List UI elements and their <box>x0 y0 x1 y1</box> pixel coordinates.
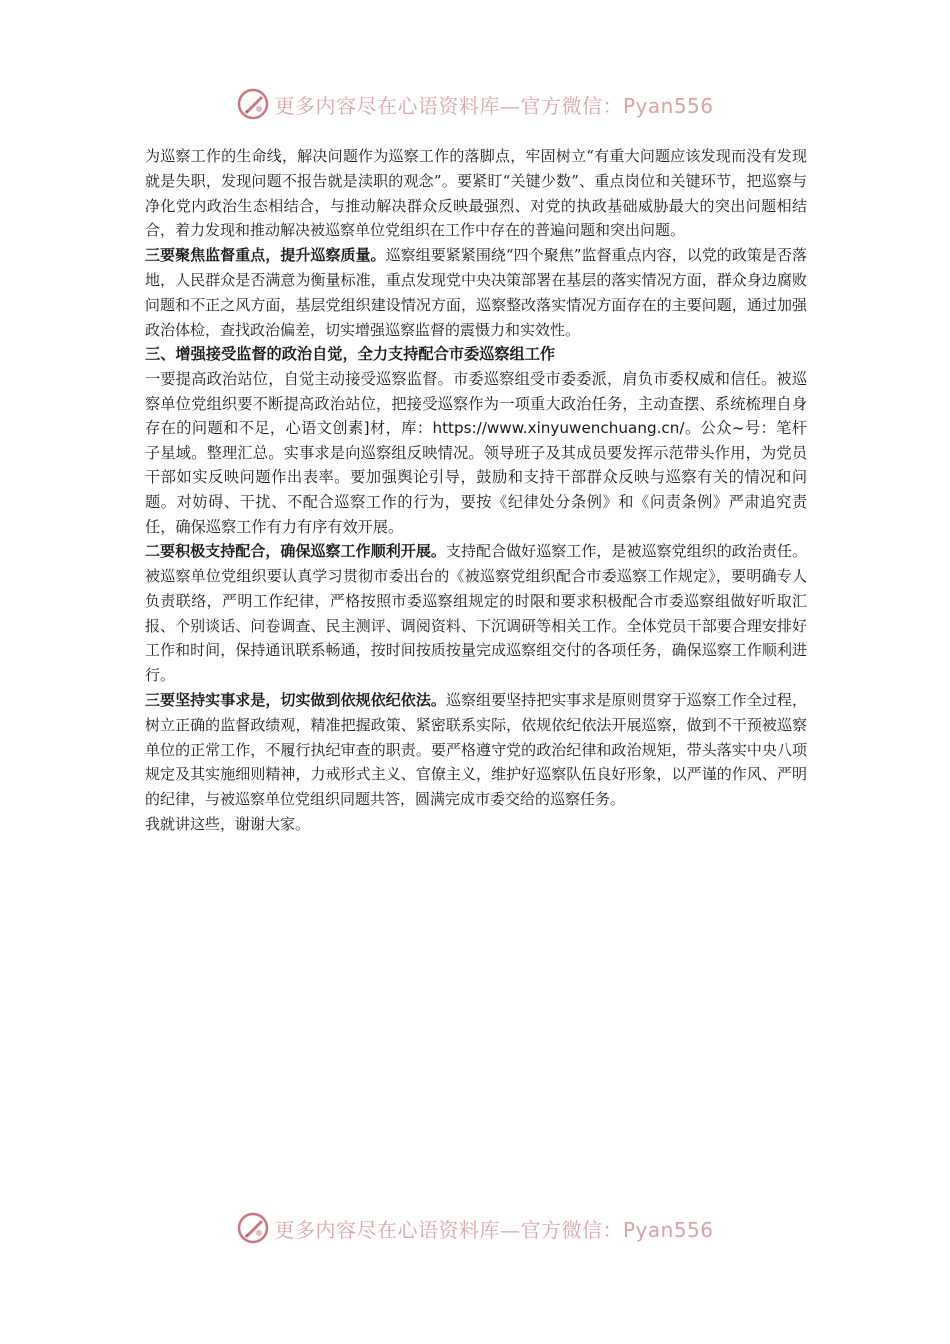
section-3-heading: 三、增强接受监督的政治自觉，全力支持配合市委巡察组工作 <box>145 345 556 364</box>
watermark-header <box>0 84 950 124</box>
paragraph-5-heading: 三要坚持实事求是，切实做到依规依纪依法。 <box>145 690 446 709</box>
paragraph-1: 为巡察工作的生命线，解决问题作为巡察工作的落脚点，牢固树立“有重大问题应该发现而没有发现就是失职，发现问题不报告就是渎职的观念”。要紧盯“关键少数”、重点岗位和关键环节，把巡察与净化党内政治生态相结合，与推动解决群众反映最强烈、对党的执政基础威胁最大的突出问题相结合，着力发现和推动解决被巡察单位党组织在工作中存在的普遍问题和突出问题。 <box>145 147 807 240</box>
paragraph-4-body: 支持配合做好巡察工作，是被巡察党组织的政治责任。被巡察单位党组织要认真学习贯彻市委出台的《被巡察党组织配合市委巡察工作规定》，要明确专人负责联络，严明工作纪律，严格按照市委巡察组规定的时限和要求积极配合市委巡察组做好听取汇报、个别谈话、问卷调查、民主测评、调阅资料、下沉调研等相关工作。全体党员干部要合理安排好工作和时间，保持通讯联系畅通，按时间按质按量完成巡察组交付的各项任务，确保巡察工作顺利进行。 <box>145 542 807 685</box>
quill-logo-icon <box>236 87 270 121</box>
paragraph-4-heading: 二要积极支持配合，确保巡察工作顺利开展。 <box>145 542 446 561</box>
paragraph-2-body: 巡察组要紧紧围绕“四个聚焦”监督重点内容，以党的政策是否落地，人民群众是否满意为衡量标准，重点发现党中央决策部署在基层的落实情况方面，群众身边腐败问题和不正之风方面，基层党组织建设情况方面，巡察整改落实情况方面存在的主要问题，通过加强政治体检，查找政治偏差，切实增强巡察监督的震慑力和实效性。 <box>145 246 807 339</box>
watermark-footer <box>0 1208 950 1248</box>
paragraph-3: 一要提高政治站位，自觉主动接受巡察监督。市委巡察组受市委委派，肩负市委权威和信任。被巡察单位党组织要不断提高政治站位，把接受巡察作为一项重大政治任务，主动查摆、系统梳理自身存在的问题和不足，心语文创素]材，库：https://www.xinyuwenchuang.cn/。公众~号：笔杆子星域。整理汇总。实事求是向巡察组反映情况。领导班子及其成员要发挥示范带头作用，为党员干部如实反映问题作出表率。要加强舆论引导，鼓励和支持干部群众反映与巡察有关的情况和问题。对妨碍、干扰、不配合巡察工作的行为，要按《纪律处分条例》和《问责条例》严肃追究责任，确保巡察工作有力有序有效开展。 <box>145 369 807 536</box>
paragraph-4 <box>145 539 807 688</box>
closing-remark: 我就讲这些，谢谢大家。 <box>145 814 311 833</box>
quill-logo-icon <box>236 1211 270 1245</box>
watermark-text: 更多内容尽在心语资料库—官方微信：Pyan556 <box>274 93 714 118</box>
paragraph-2-heading: 三要聚焦监督重点，提升巡察质量。 <box>145 246 386 265</box>
paragraph-5-body: 巡察组要坚持把实事求是原则贯穿于巡察工作全过程，树立正确的监督政绩观，精准把握政策、紧密联系实际，依规依纪依法开展巡察，做到不干预被巡察单位的正常工作，不履行执纪审查的职责。要严格遵守党的政治纪律和政治规矩，带头落实中央八项规定及其实施细则精神，力戒形式主义、官僚主义，维护好巡察队伍良好形象，以严谨的作风、严明的纪律，与被巡察单位党组织同题共答，圆满完成市委交给的巡察任务。 <box>145 690 807 809</box>
document-body <box>145 144 807 837</box>
paragraph-2 <box>145 243 807 342</box>
paragraph-5 <box>145 688 807 812</box>
watermark-text: 更多内容尽在心语资料库—官方微信：Pyan556 <box>274 1217 714 1242</box>
